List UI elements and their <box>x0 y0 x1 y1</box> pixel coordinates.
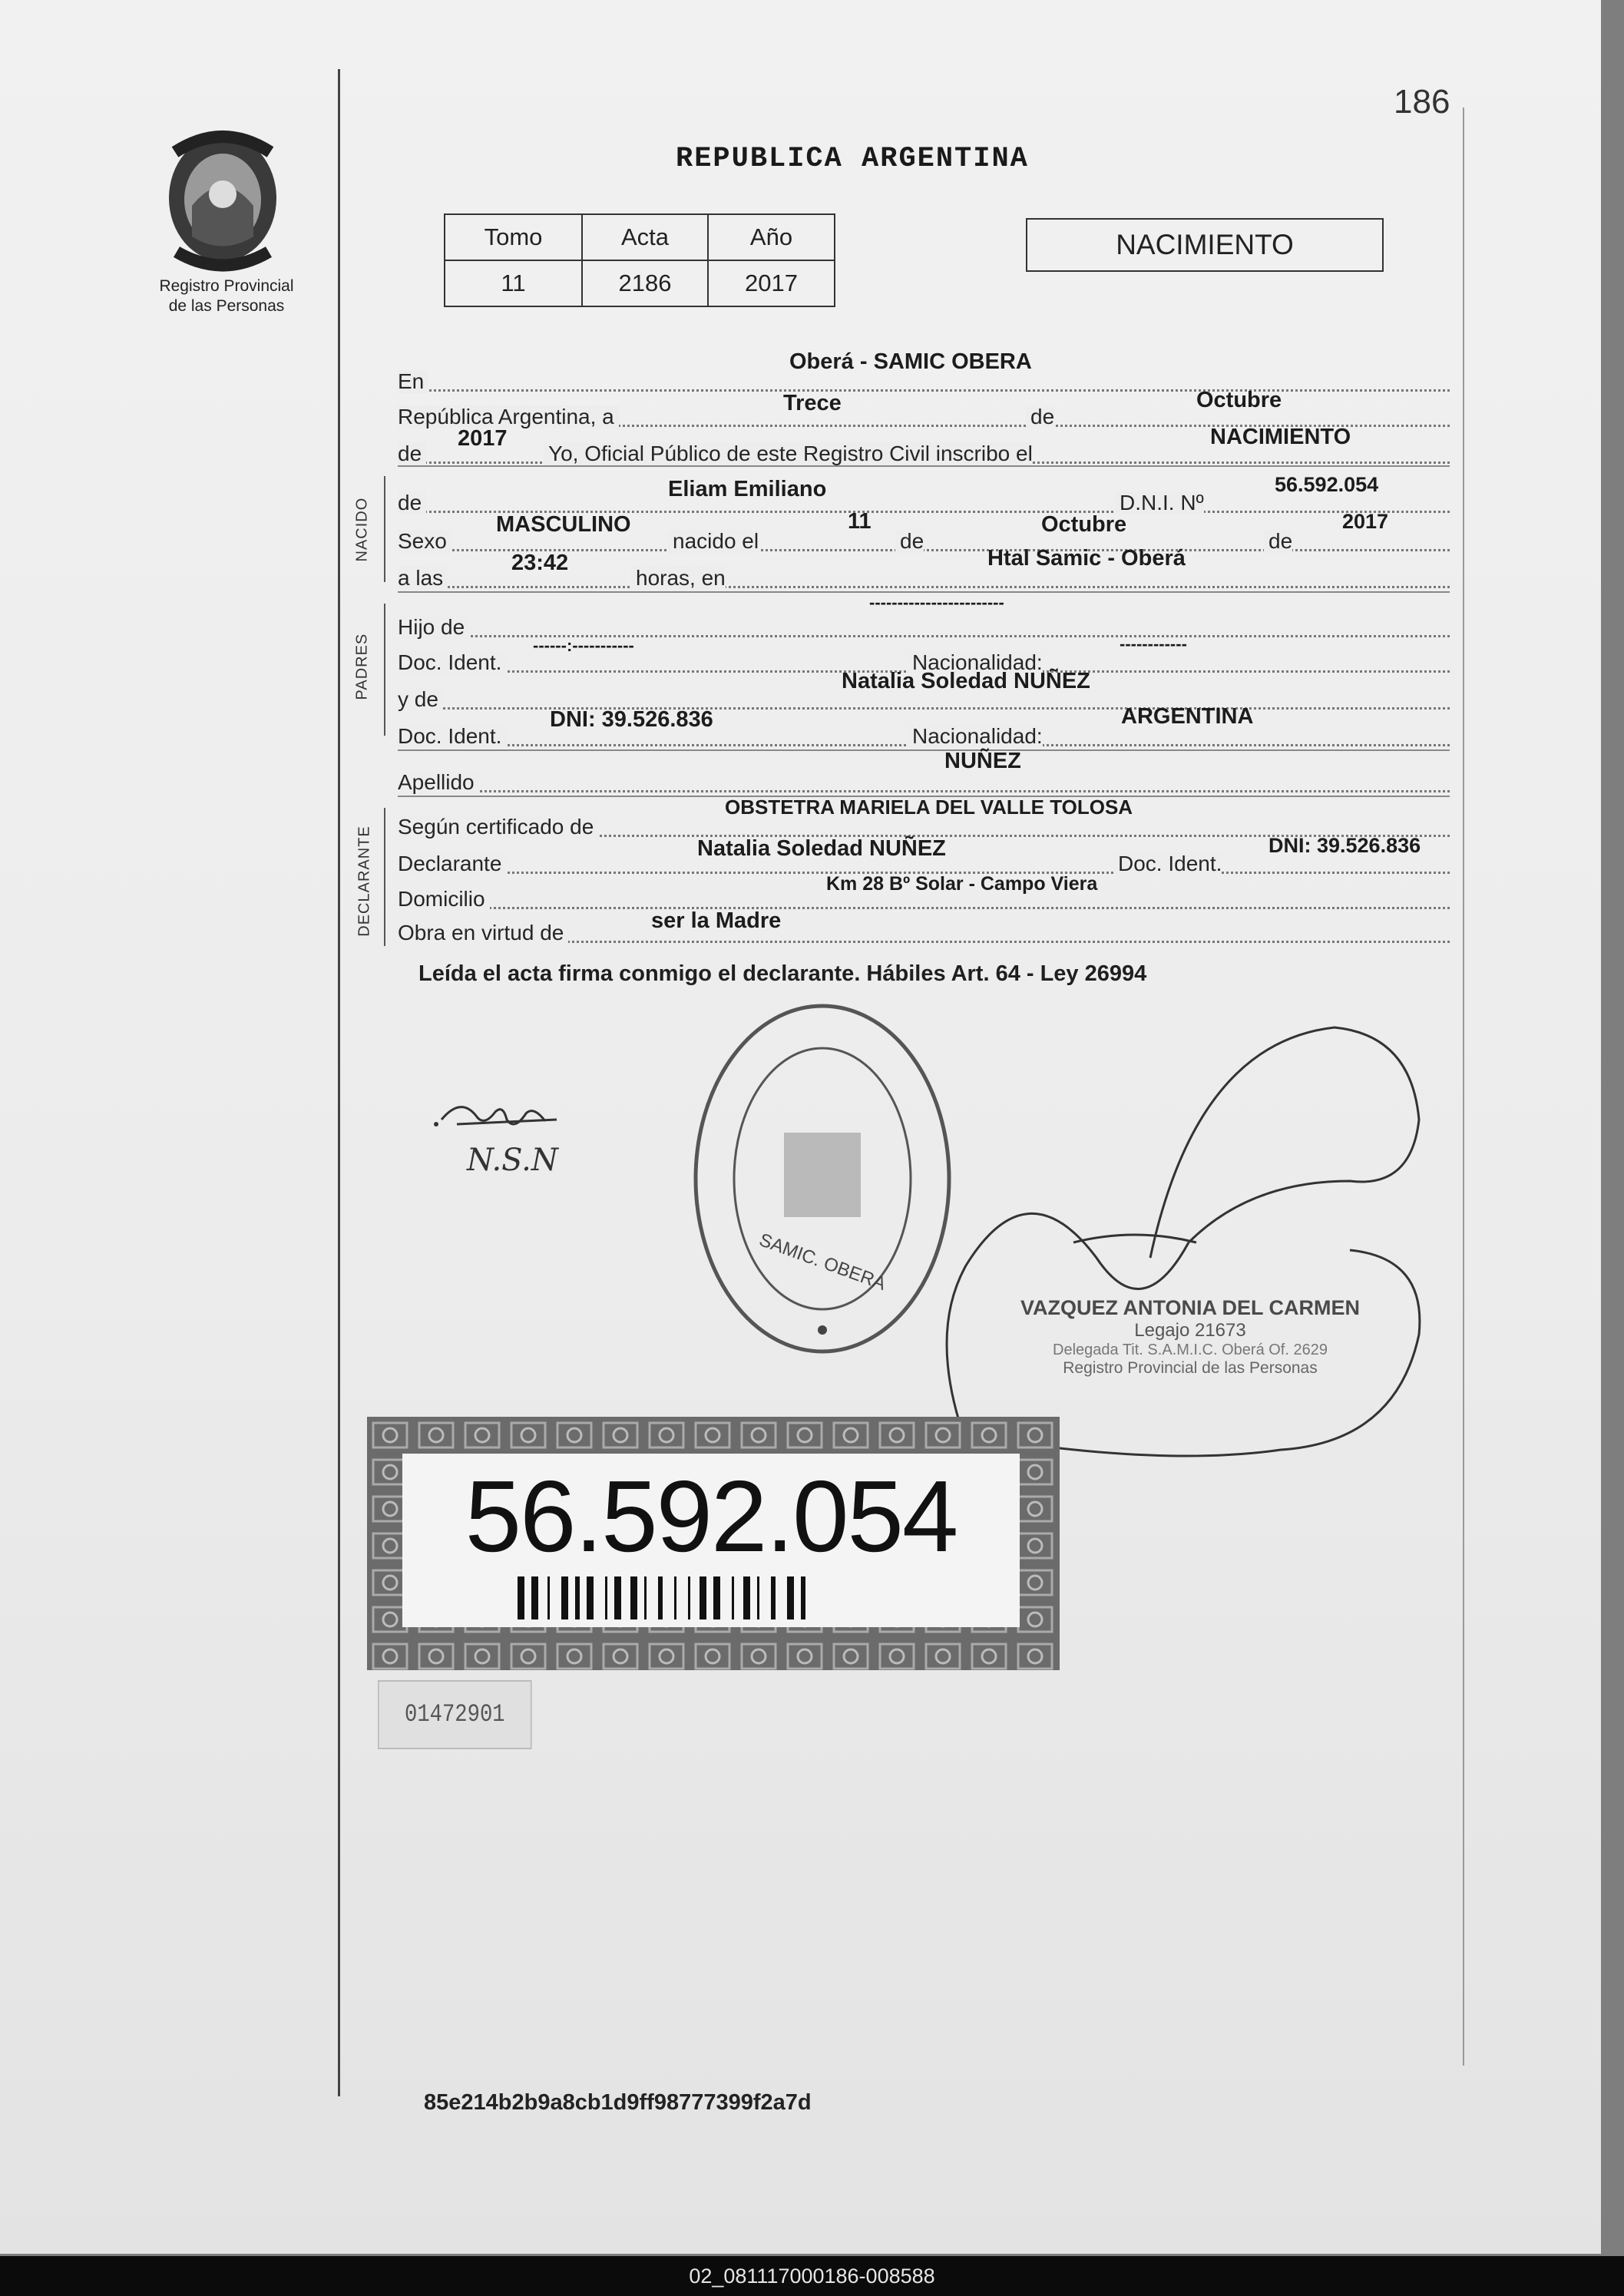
barcode-bar <box>674 1576 676 1619</box>
barcode-bar <box>658 1576 663 1619</box>
barcode-bar <box>787 1576 794 1619</box>
ref-header-anio: Año <box>708 214 835 260</box>
label-hijo-de: Hijo de <box>398 616 469 639</box>
record-type-box: NACIMIENTO <box>1026 218 1384 272</box>
reference-value-row <box>445 260 835 306</box>
declarante-bracket <box>384 808 385 946</box>
barcode-bar <box>587 1576 594 1619</box>
dotted-line <box>398 907 1450 909</box>
row-declarante <box>398 834 1450 875</box>
label-nacionalidad: Nacionalidad: <box>908 651 1043 674</box>
ref-header-acta: Acta <box>582 214 708 260</box>
barcode-bar <box>575 1576 580 1619</box>
label-apellido: Apellido <box>398 771 479 794</box>
dotted-line <box>398 389 1450 392</box>
barcode-bar <box>547 1576 550 1619</box>
value-madre-nac: ARGENTINA <box>1121 704 1254 729</box>
separator-line <box>398 749 1450 751</box>
stamp-line-legajo: Legajo 21673 <box>1134 1320 1246 1341</box>
label-de-mes: de <box>895 530 924 553</box>
declarant-signature <box>430 1089 584 1181</box>
official-signature <box>920 1012 1427 1465</box>
label-obra: Obra en virtud de <box>398 921 568 945</box>
barcode-bar <box>518 1576 524 1619</box>
right-margin-line <box>1463 108 1464 2066</box>
label-doc-ident: Doc. Ident. <box>398 651 506 674</box>
label-horas-en: horas, en <box>631 567 726 590</box>
ref-header-tomo: Tomo <box>445 214 582 260</box>
value-certificado: OBSTETRA MARIELA DEL VALLE TOLOSA <box>725 796 1133 819</box>
stamp-line-name: VAZQUEZ ANTONIA DEL CARMEN <box>1020 1296 1360 1319</box>
padres-bracket <box>384 604 385 736</box>
barcode-bar <box>757 1576 759 1619</box>
value-dia-texto: Trece <box>783 391 842 415</box>
value-lugar: Oberá - SAMIC OBERA <box>789 349 1032 374</box>
barcode-bar <box>732 1576 734 1619</box>
seal-caption-line1: Registro Provincial <box>159 277 294 295</box>
reference-header-row <box>445 214 835 260</box>
value-nac-anio: 2017 <box>1342 510 1389 533</box>
value-apellido: NUÑEZ <box>944 749 1021 773</box>
value-declarante: Natalia Soledad NUÑEZ <box>697 836 946 861</box>
label-de: de <box>1026 405 1054 428</box>
official-stamp-text <box>991 1296 1390 1378</box>
nacido-bracket <box>384 476 385 582</box>
row-apellido <box>398 749 1450 794</box>
label-de-anio2: de <box>1264 530 1292 553</box>
seal-caption-line2: de las Personas <box>168 297 285 315</box>
value-nac-dia: 11 <box>848 509 872 534</box>
value-sexo: MASCULINO <box>496 512 631 537</box>
footer-file-id: 02_081117000186-008588 <box>0 2256 1624 2296</box>
label-y-de: y de <box>398 688 443 711</box>
row-lugar <box>398 349 1450 393</box>
label-republica: República Argentina, a <box>398 405 619 428</box>
barcode-bar <box>743 1576 750 1619</box>
ref-value-acta: 2186 <box>582 260 708 306</box>
barcode-bar <box>605 1576 607 1619</box>
value-domicilio: Km 28 Bº Solar - Campo Viera <box>826 873 1098 895</box>
label-certificado: Según certificado de <box>398 816 598 839</box>
dni-sticker <box>367 1417 1060 1670</box>
row-obra <box>398 908 1450 945</box>
value-anio: 2017 <box>458 426 508 451</box>
dotted-line <box>398 586 1450 588</box>
barcode-bar <box>531 1576 538 1619</box>
value-dni: 56.592.054 <box>1275 473 1379 496</box>
label-doc-ident-madre: Doc. Ident. <box>398 725 506 748</box>
left-margin-line <box>338 69 340 2096</box>
value-nac-mes: Octubre <box>1041 512 1127 537</box>
label-en: En <box>398 370 428 393</box>
value-madre-doc: DNI: 39.526.836 <box>550 707 713 732</box>
barcode-bar <box>688 1576 690 1619</box>
label-declarante: Declarante <box>398 852 506 875</box>
value-nombre: Eliam Emiliano <box>668 477 827 501</box>
barcode-bar <box>644 1576 647 1619</box>
row-nacido-hora <box>398 546 1450 590</box>
value-hora: 23:42 <box>511 551 569 575</box>
section-padres: PADRES <box>353 633 371 700</box>
barcode-bar <box>561 1576 568 1619</box>
control-code-label: 01472901 <box>378 1680 532 1749</box>
separator-line <box>398 465 1450 467</box>
stamp-line-registro: Registro Provincial de las Personas <box>1063 1359 1318 1377</box>
seal-caption <box>134 276 319 316</box>
barcode-bar <box>713 1576 720 1619</box>
value-padre: ------------------------ <box>869 593 1004 612</box>
value-hospital: Htal Samic - Oberá <box>987 546 1186 571</box>
row-domicilio <box>398 873 1450 911</box>
closing-statement: Leída el acta firma conmigo el declarante. Hábiles Art. 64 - Ley 26994 <box>418 961 1147 986</box>
row-madre-doc <box>398 704 1450 748</box>
label-oficial: Yo, Oficial Público de este Registro Civil inscribo el <box>544 442 1033 465</box>
label-de-nombre: de <box>398 491 426 514</box>
dotted-line <box>398 790 1450 792</box>
reference-table <box>444 213 835 307</box>
document-hash: 85e214b2b9a8cb1d9ff98777399f2a7d <box>424 2090 812 2115</box>
label-dni: D.N.I. Nº <box>1115 491 1204 514</box>
label-nacionalidad-madre: Nacionalidad: <box>908 725 1043 748</box>
label-domicilio: Domicilio <box>398 888 490 911</box>
sticker-label <box>402 1454 1020 1627</box>
row-nacido-sexo <box>398 509 1450 553</box>
registry-round-stamp <box>688 998 957 1359</box>
stamp-center-text: SAMIC. OBERA <box>756 1229 889 1295</box>
value-obra: ser la Madre <box>651 908 782 933</box>
stamp-line-cargo: Delegada Tit. S.A.M.I.C. Oberá Of. 2629 <box>1053 1342 1328 1358</box>
barcode-bar <box>771 1576 776 1619</box>
province-seal <box>154 121 292 275</box>
row-anio <box>398 425 1450 465</box>
barcode <box>518 1576 901 1619</box>
label-sexo: Sexo <box>398 530 451 553</box>
value-madre: Natalia Soledad NUÑEZ <box>842 669 1090 693</box>
ref-value-anio: 2017 <box>708 260 835 306</box>
barcode-bar <box>614 1576 621 1619</box>
barcode-bar <box>700 1576 706 1619</box>
value-tipo: NACIMIENTO <box>1210 425 1351 449</box>
signature-initials: N.S.N <box>467 1143 558 1178</box>
value-mes: Octubre <box>1196 388 1282 412</box>
label-a-las: a las <box>398 567 448 590</box>
label-nacido-el: nacido el <box>668 530 759 553</box>
page-number: 186 <box>1394 83 1450 121</box>
section-nacido: NACIDO <box>353 497 371 562</box>
value-padre-nac: ------------ <box>1120 634 1187 653</box>
value-padre-doc: ------:----------- <box>533 636 634 655</box>
section-declarante: DECLARANTE <box>356 825 373 937</box>
value-declarante-doc: DNI: 39.526.836 <box>1268 834 1421 857</box>
ref-value-tomo: 11 <box>445 260 582 306</box>
label-doc-ident-decl: Doc. Ident. <box>1113 852 1222 875</box>
barcode-bar <box>801 1576 805 1619</box>
row-nacido-nombre <box>398 473 1450 514</box>
label-de-anio: de <box>398 442 426 465</box>
barcode-bar <box>630 1576 637 1619</box>
document-title: REPUBLICA ARGENTINA <box>676 143 1029 175</box>
dni-number-large: 56.592.054 <box>465 1460 958 1573</box>
